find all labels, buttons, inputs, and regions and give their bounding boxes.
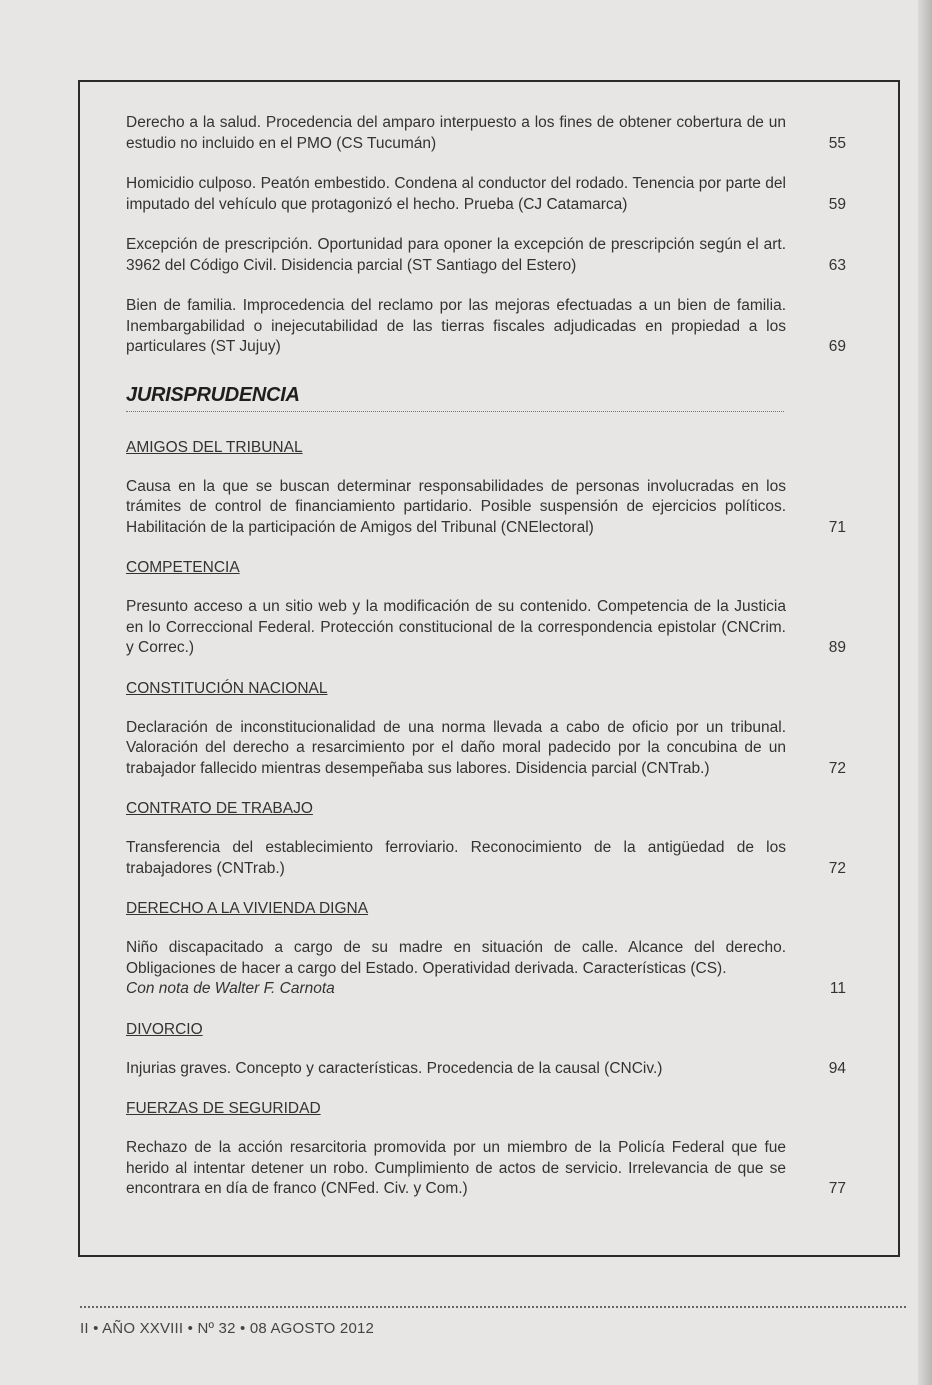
entry-text: Injurias graves. Concepto y características. Procedencia de la causal (CNCiv.) [126,1059,663,1077]
index-entry [126,938,856,1000]
entry-page-number: 69 [828,338,846,355]
page-edge [918,0,932,1385]
index-entry [126,1059,856,1080]
index-entry [126,597,856,659]
entry-text: Rechazo de la acción resarcitoria promovida por un miembro de la Policía Federal que fue herido al intentar detener un robo. Cumplimiento de actos de servicio. Irrelevancia de que se encontrara en día de franco (CNFed. Civ. y Com.) [126,1139,786,1197]
category-title: DERECHO A LA VIVIENDA DIGNA [126,900,369,917]
category-title: COMPETENCIA [126,559,240,576]
index-entry [126,838,856,879]
entry-page-number: 77 [828,1180,846,1197]
entry-page-number: 94 [828,1059,846,1077]
entry-note: Con nota de Walter F. Carnota [126,980,335,997]
index-entry [126,296,856,358]
entry-text: Derecho a la salud. Procedencia del amparo interpuesto a los fines de obtener cobertura de un estudio no incluido en el PMO (CS Tucumán) [126,114,786,152]
entry-text: Presunto acceso a un sitio web y la modificación de su contenido. Competencia de la Justicia en lo Correccional Federal. Protección constitucional de la correspondencia epistolar (CNCrim. y Correc.) [126,598,786,656]
category-title: CONTRATO DE TRABAJO [126,800,313,817]
category-title: CONSTITUCIÓN NACIONAL [126,679,328,697]
entry-page-number: 11 [829,980,846,997]
entry-page-number: 55 [828,134,846,152]
entry-text: Excepción de prescripción. Oportunidad para oponer la excepción de prescripción según el art. 3962 del Código Civil. Disidencia parcial (ST Santiago del Estero) [126,236,786,274]
entry-text: Declaración de inconstitucionalidad de una norma llevada a cabo de oficio por un tribunal. Valoración del derecho a resarcimiento por el daño moral padecido por la concubina de un trabajador fallecido mientras desempeñaba sus labores. Disidencia parcial (CNTrab.) [126,718,786,777]
footer-issue-info: II • AÑO XXVIII • Nº 32 • 08 AGOSTO 2012 [80,1320,375,1337]
index-entry [126,477,856,539]
index-entry [126,113,856,154]
section-heading: JURISPRUDENCIA [126,384,784,412]
entry-page-number: 72 [828,859,846,877]
entry-text: Niño discapacitado a cargo de su madre en situación de calle. Alcance del derecho. Obligaciones de hacer a cargo del Estado. Operatividad derivada. Características (CS). [126,939,786,977]
entry-page-number: 72 [828,759,846,777]
index-content [126,113,856,1220]
footer-divider [80,1306,906,1308]
category-title: FUERZAS DE SEGURIDAD [126,1100,321,1117]
entry-page-number: 63 [828,256,846,274]
entry-text: Causa en la que se buscan determinar responsabilidades de personas involucradas en los trámites de control de financiamiento partidario. Posible suspensión de ejercicios políticos. Habilitación de la participación de Amigos del Tribunal (CNElectoral) [126,477,786,536]
index-entry [126,1138,856,1200]
entry-page-number: 59 [828,195,846,213]
category-title: AMIGOS DEL TRIBUNAL [126,438,303,456]
index-entry [126,235,856,276]
entry-text: Homicidio culposo. Peatón embestido. Condena al conductor del rodado. Tenencia por parte del imputado del vehículo que protagonizó el hecho. Prueba (CJ Catamarca) [126,175,786,213]
entry-text: Transferencia del establecimiento ferroviario. Reconocimiento de la antigüedad de los trabajadores (CNTrab.) [126,839,786,877]
entry-page-number: 71 [828,518,846,536]
entry-text: Bien de familia. Improcedencia del reclamo por las mejoras efectuadas a un bien de familia. Inembargabilidad o inejecutabilidad de las tierras fiscales adjudicadas en propiedad a los particulares (ST Jujuy) [126,297,786,355]
index-entry [126,718,856,780]
entry-page-number: 89 [828,639,846,656]
category-title: DIVORCIO [126,1020,203,1038]
index-entry [126,174,856,215]
